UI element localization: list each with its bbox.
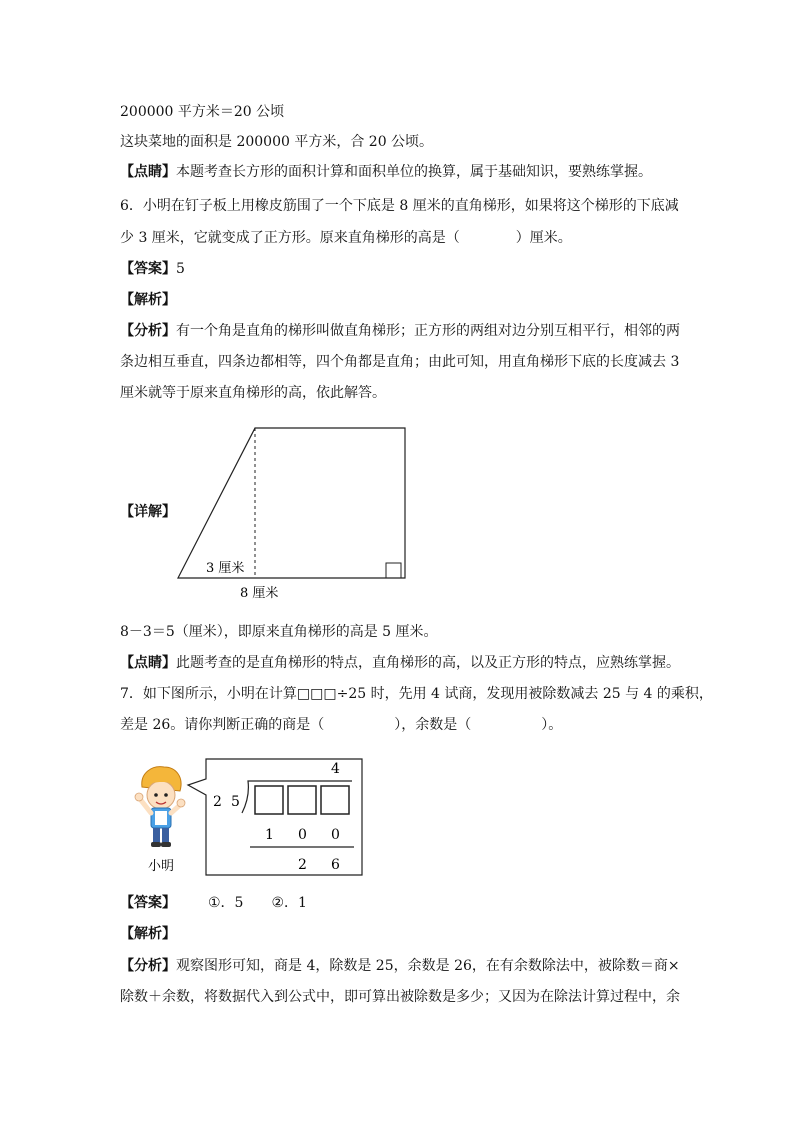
trapezoid-outline [178, 428, 405, 578]
divisor-digit-2: 5 [231, 794, 240, 810]
line-conversion: 200000 平方米＝20 公顷 [120, 104, 285, 120]
tag-jiexi: 【解析】 [120, 926, 176, 942]
remainder-digit-1: 2 [298, 857, 307, 873]
tag-answer: 【答案】 [120, 895, 176, 911]
person-label: 小明 [148, 859, 175, 874]
trapezoid-figure [170, 420, 420, 605]
analysis-6-line1 [120, 321, 680, 341]
question-6-line2: 少 3 厘米，它就变成了正方形。原来直角梯形的高是（ ）厘米。 [120, 230, 572, 246]
answer-value: 5 [176, 261, 185, 277]
divisor-digit-1: 2 [213, 794, 222, 810]
tag-jiexi: 【解析】 [120, 292, 176, 308]
answer-7 [120, 893, 307, 913]
detail-6-tag [120, 502, 176, 522]
tag-fenxi: 【分析】 [120, 323, 176, 339]
analysis-text: 观察图形可知，商是 4，除数是 25，余数是 26，在有余数除法中，被除数＝商× [176, 958, 680, 974]
analysis-7-line1 [120, 956, 680, 976]
analysis-6-tag [120, 290, 176, 310]
label-3cm: 3 厘米 [206, 561, 245, 576]
analysis-text: 有一个角是直角的梯形叫做直角梯形；正方形的两组对边分别互相平行，相邻的两 [176, 323, 680, 339]
question-7-line1: 7．如下图所示，小明在计算□□□÷25 时，先用 4 试商，发现用被除数减去 25 与 4 的乘积， [120, 686, 713, 702]
analysis-6-line2: 条边相互垂直，四条边都相等，四个角都是直角；由此可知，用直角梯形下底的长度减去 3 [120, 354, 680, 370]
answer-6 [120, 259, 185, 279]
remainder-digit-2: 6 [331, 857, 340, 873]
right-angle-mark [386, 563, 401, 578]
tag-xiangjie: 【详解】 [120, 504, 176, 520]
product-digit-2: 0 [298, 827, 307, 843]
label-8cm: 8 厘米 [240, 586, 279, 601]
product-digit-3: 0 [331, 827, 340, 843]
analysis-7-line2: 除数＋余数，将数据代入到公式中，即可算出被除数是多少；又因为在除法计算过程中，余 [120, 989, 680, 1005]
note-6 [120, 653, 680, 673]
product-digit-1: 1 [265, 827, 274, 843]
analysis-6-line3: 厘米就等于原来直角梯形的高，依此解答。 [120, 385, 386, 401]
analysis-7-tag [120, 924, 176, 944]
answer-value: ①．5 ②．1 [208, 895, 307, 911]
question-6-line1: 6．小明在钉子板上用橡皮筋围了一个下底是 8 厘米的直角梯形，如果将这个梯形的下底减 [120, 198, 679, 214]
question-7-line2: 差是 26。请你判断正确的商是（ ），余数是（ ）。 [120, 717, 563, 733]
quotient-digit: 4 [331, 761, 340, 777]
line-area-result: 这块菜地的面积是 200000 平方米，合 20 公顷。 [120, 134, 434, 150]
boy-illustration [135, 767, 185, 847]
note-text: 此题考查的是直角梯形的特点，直角梯形的高，以及正方形的特点，应熟练掌握。 [176, 655, 680, 671]
calc-6: 8－3＝5（厘米），即原来直角梯形的高是 5 厘米。 [120, 624, 438, 640]
note-text: 本题考查长方形的面积计算和面积单位的换算，属于基础知识，要熟练掌握。 [176, 164, 652, 180]
line-note-5 [120, 162, 652, 182]
division-figure [130, 755, 370, 880]
tag-fenxi: 【分析】 [120, 958, 176, 974]
tag-dianjing: 【点睛】 [120, 655, 176, 671]
tag-dianjing: 【点睛】 [120, 164, 176, 180]
tag-answer: 【答案】 [120, 261, 176, 277]
